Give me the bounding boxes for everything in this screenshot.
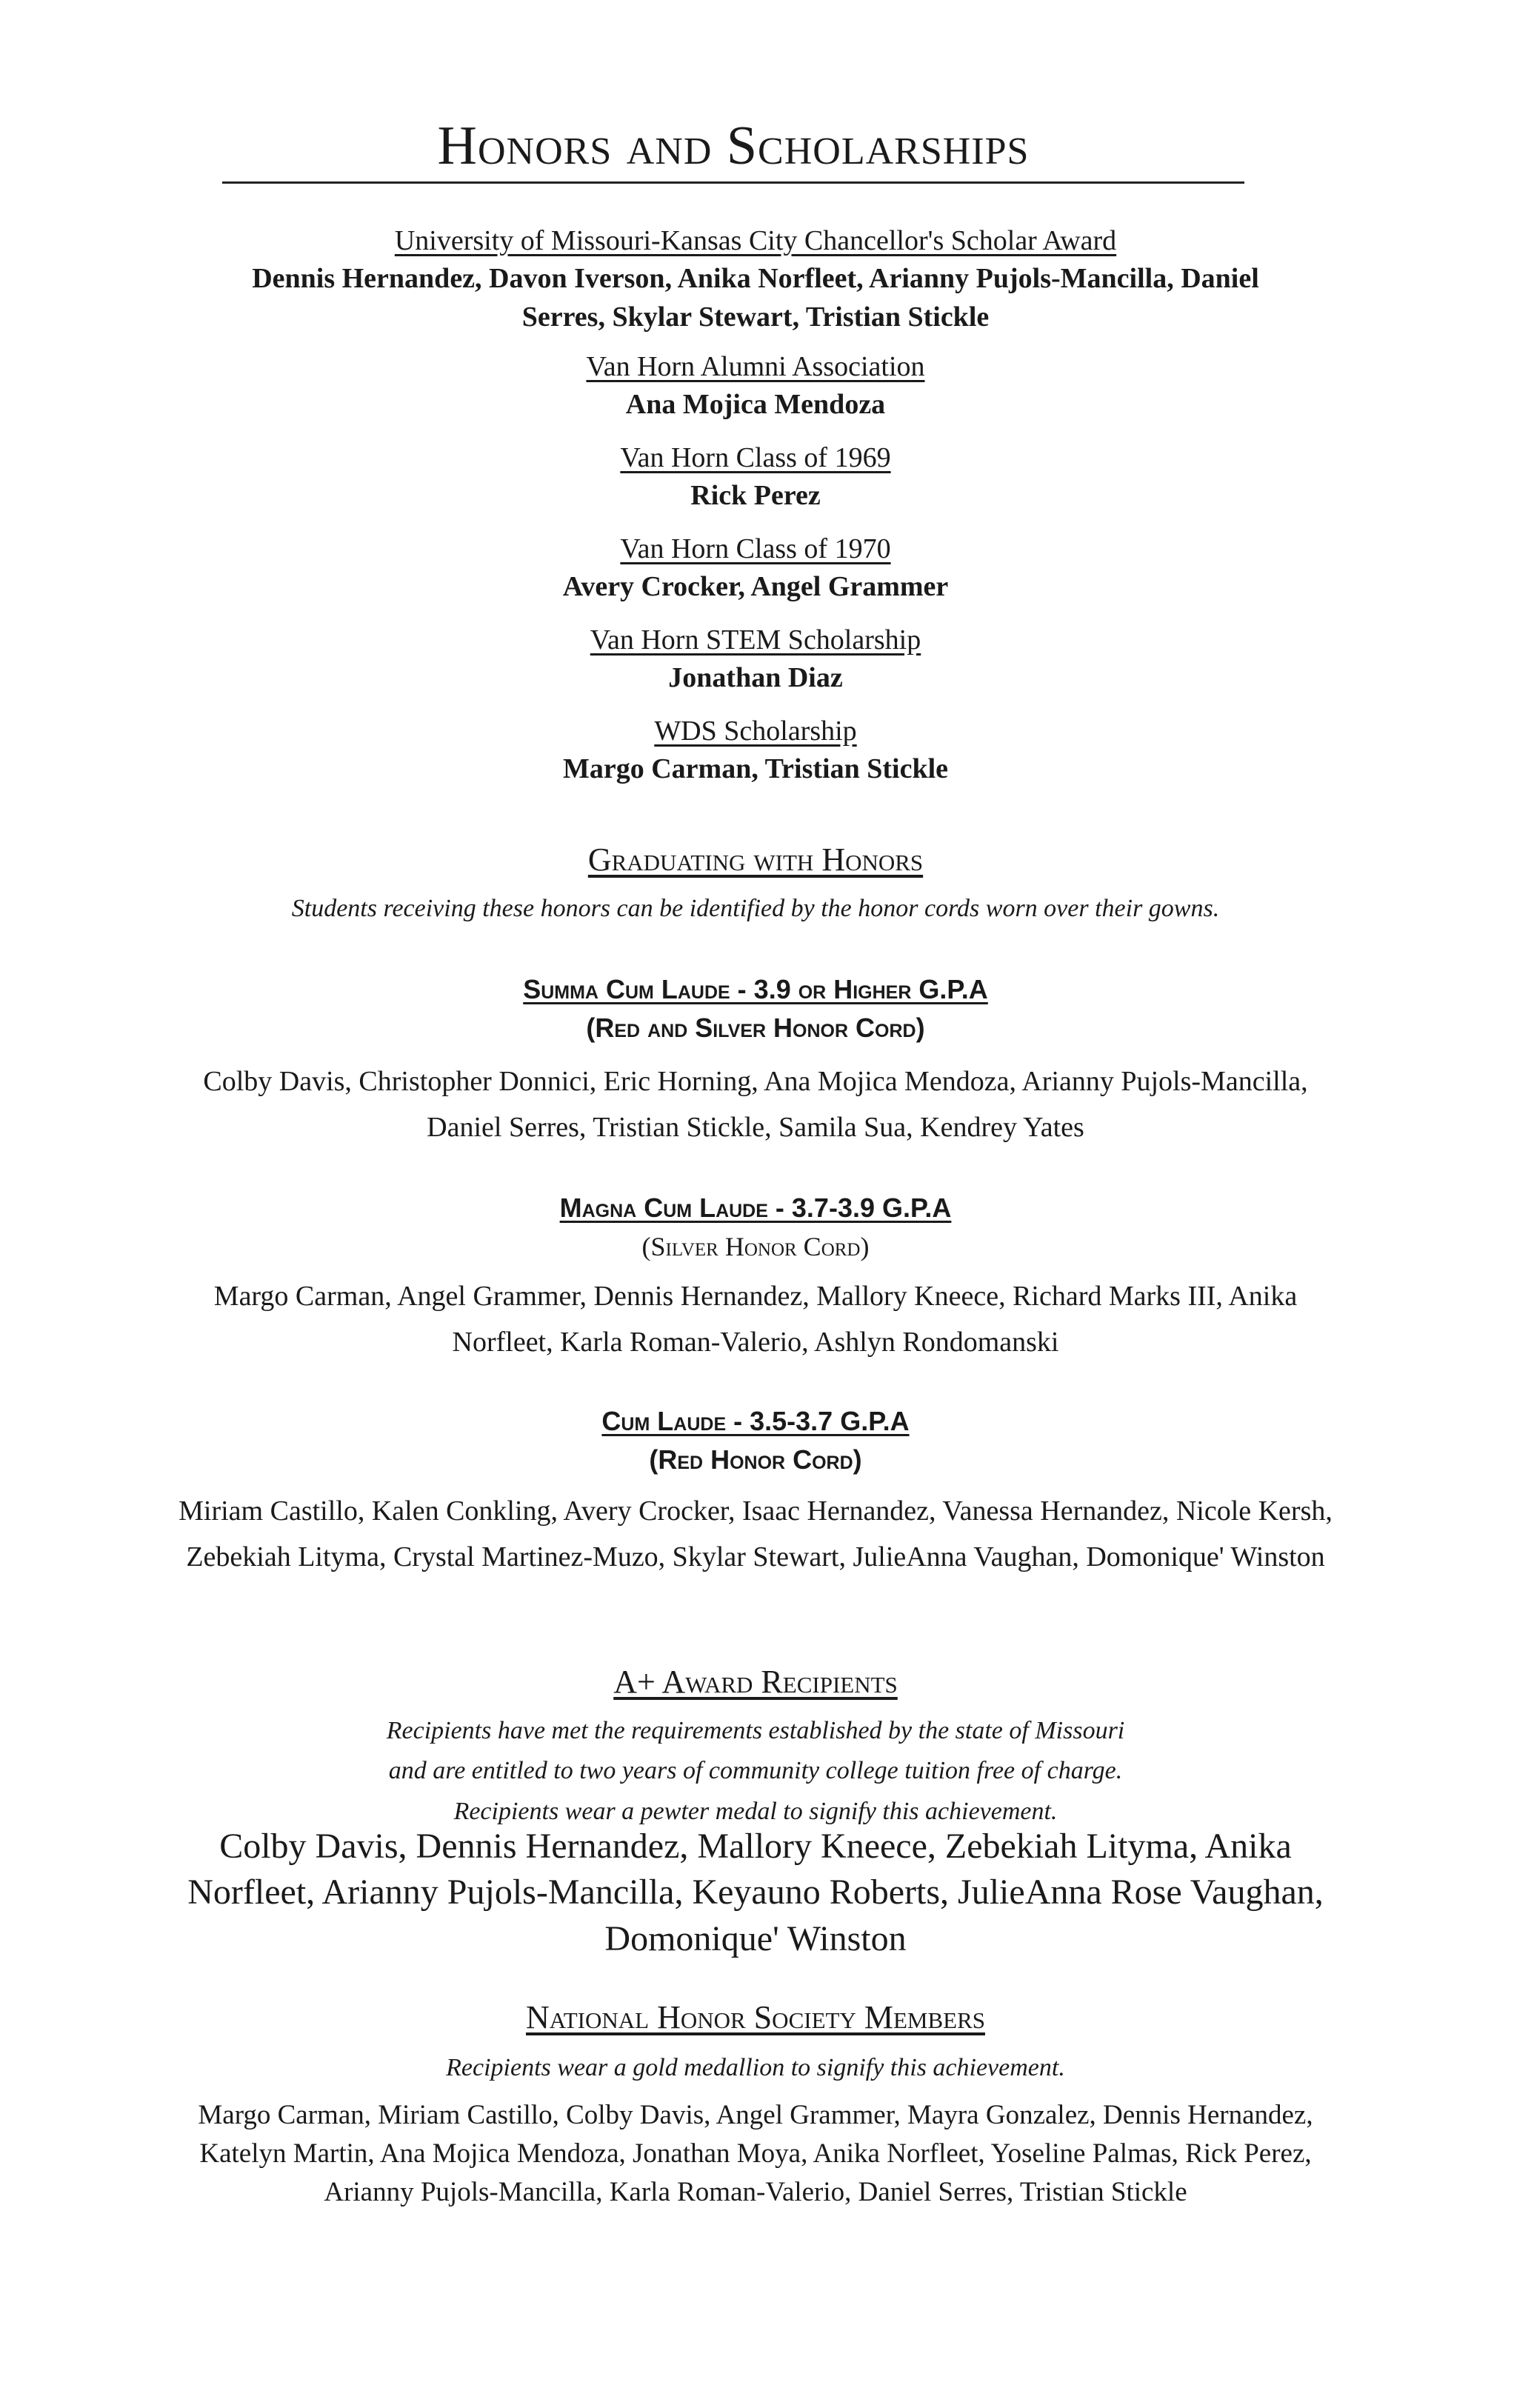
section-heading-nhs: National Honor Society Members <box>526 1999 985 2035</box>
award-recipients: Ana Mojica Mendoza <box>625 389 886 421</box>
award-title: Van Horn Class of 1969 <box>620 442 891 473</box>
section-note-honor-cords: Students receiving these honors can be identified by the honor cords worn over their gowns. <box>291 895 1220 922</box>
award-title: Van Horn STEM Scholarship <box>590 624 921 656</box>
award-title: WDS Scholarship <box>654 716 857 747</box>
honor-names-cum: Miriam Castillo, Kalen Conkling, Avery Crocker, Isaac Hernandez, Vanessa Hernandez, Nicole Kersh, Zebekiah Lityma, Crystal Martinez-Muzo, Skylar Stewart, JulieAnna Vaughan, Domonique' Winston <box>179 1495 1333 1572</box>
title-underline-rule <box>222 181 1244 184</box>
scholarship-class-1970 <box>163 530 1348 607</box>
honor-level-magna <box>163 1189 1348 1266</box>
a-plus-note-line: and are entitled to two years of community college tuition free of charge. <box>388 1757 1123 1785</box>
nhs-member-names: Margo Carman, Miriam Castillo, Colby Davis, Angel Grammer, Mayra Gonzalez, Dennis Hernandez, Katelyn Martin, Ana Mojica Mendoza, Jonathan Moya, Anika Norfleet, Yoseline Palmas, Rick Perez, Arianny Pujols-Mancilla, Karla Roman-Valerio, Daniel Serres, Tristian Stickle <box>198 2100 1313 2207</box>
scholarship-alumni <box>163 348 1348 424</box>
award-title: Van Horn Alumni Association <box>586 351 925 382</box>
award-title: University of Missouri-Kansas City Chancellor's Scholar Award <box>394 225 1117 256</box>
award-recipients: Margo Carman, Tristian Stickle <box>563 753 948 785</box>
honor-level-title: Summa Cum Laude - 3.9 or Higher G.P.A <box>523 974 988 1004</box>
honor-level-summa <box>163 970 1348 1047</box>
section-note-a-plus <box>163 1711 1348 1832</box>
a-plus-recipient-names: Colby Davis, Dennis Hernandez, Mallory Kneece, Zebekiah Lityma, Anika Norfleet, Arianny Pujols-Mancilla, Keyauno Roberts, JulieAnna Rose Vaughan, Domonique' Winston <box>187 1827 1324 1958</box>
honor-level-title: Magna Cum Laude - 3.7-3.9 G.P.A <box>559 1193 952 1223</box>
section-heading-a-plus: A+ Award Recipients <box>613 1664 898 1700</box>
award-recipients: Rick Perez <box>690 480 821 512</box>
a-plus-note-line: Recipients have met the requirements established by the state of Missouri <box>386 1717 1125 1744</box>
a-plus-note-line: Recipients wear a pewter medal to signify this achievement. <box>453 1797 1058 1825</box>
scholarship-class-1969 <box>163 439 1348 516</box>
honor-cord-label: (Silver Honor Cord) <box>641 1232 870 1262</box>
scholarship-stem <box>163 621 1348 698</box>
section-note-nhs: Recipients wear a gold medallion to signify this achievement. <box>446 2054 1065 2081</box>
section-heading-graduating-with-honors: Graduating with Honors <box>587 841 924 878</box>
honor-names-summa: Colby Davis, Christopher Donnici, Eric Horning, Ana Mojica Mendoza, Arianny Pujols-Mancilla, Daniel Serres, Tristian Stickle, Samila Sua, Kendrey Yates <box>203 1066 1308 1143</box>
award-recipients: Dennis Hernandez, Davon Iverson, Anika Norfleet, Arianny Pujols-Mancilla, Daniel Serres, Skylar Stewart, Tristian Stickle <box>252 263 1259 333</box>
award-recipients: Jonathan Diaz <box>668 662 843 694</box>
award-title: Van Horn Class of 1970 <box>620 533 891 564</box>
honor-level-cum <box>163 1402 1348 1479</box>
honor-level-title: Cum Laude - 3.5-3.7 G.P.A <box>601 1406 910 1436</box>
scholarship-umkc <box>163 222 1348 336</box>
award-recipients: Avery Crocker, Angel Grammer <box>562 571 949 603</box>
honor-names-magna: Margo Carman, Angel Grammer, Dennis Hernandez, Mallory Kneece, Richard Marks III, Anika Norfleet, Karla Roman-Valerio, Ashlyn Rondomanski <box>213 1281 1298 1358</box>
honor-cord-label: (Red and Silver Honor Cord) <box>586 1013 925 1044</box>
page-title: Honors and Scholarships <box>437 116 1030 176</box>
scholarship-wds <box>163 713 1348 789</box>
honor-cord-label: (Red Honor Cord) <box>649 1444 862 1475</box>
